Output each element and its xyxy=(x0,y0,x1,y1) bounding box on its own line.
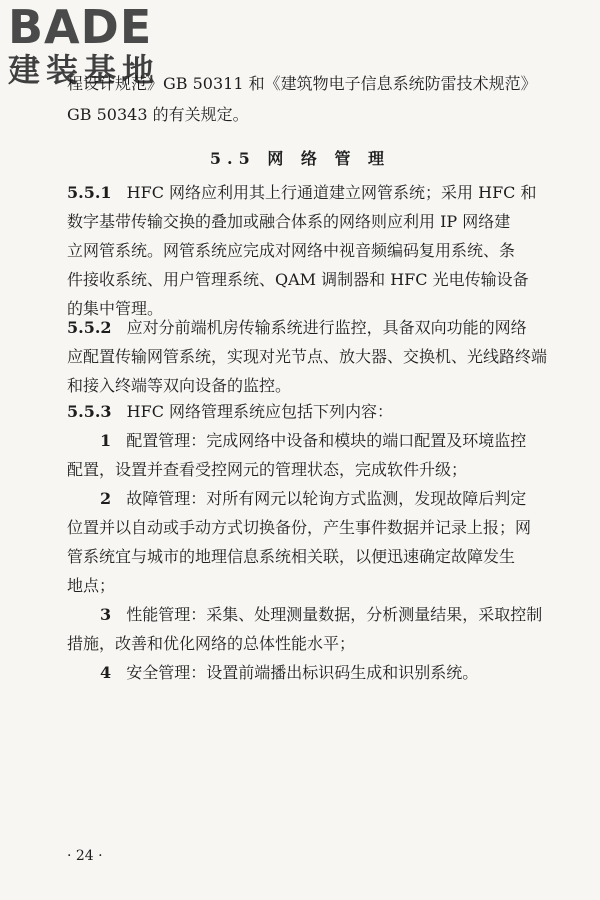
item-number: 4 xyxy=(100,663,112,682)
section-title: 网 络 管 理 xyxy=(267,149,391,168)
clause-number: 5.5.3 xyxy=(67,402,112,421)
item-text: 安全管理：设置前端播出标识码生成和识别系统。 xyxy=(126,663,479,682)
item-number: 2 xyxy=(100,489,112,508)
item-2-line-2: 位置并以自动或手动方式切换备份，产生事件数据并记录上报；网 xyxy=(67,518,532,537)
intro-line-2: GB 50343 的有关规定。 xyxy=(67,105,249,124)
item-2-line-3: 管系统宜与城市的地理信息系统相关联，以便迅速确定故障发生 xyxy=(67,547,516,566)
page-number: · 24 · xyxy=(67,848,103,864)
clause-5-5-1-line-5: 的集中管理。 xyxy=(67,299,164,318)
clause-5-5-3-line-1 xyxy=(67,402,393,422)
clause-text: 应对分前端机房传输系统进行监控，具备双向功能的网络 xyxy=(126,318,527,337)
item-1-line-1 xyxy=(100,431,526,451)
item-number: 3 xyxy=(100,605,112,624)
clause-text: HFC 网络应利用其上行通道建立网管系统；采用 HFC 和 xyxy=(126,183,537,202)
clause-5-5-1-line-4: 件接收系统、用户管理系统、QAM 调制器和 HFC 光电传输设备 xyxy=(67,270,529,289)
item-4-line-1 xyxy=(100,663,478,683)
clause-5-5-1-line-3: 立网管系统。网管系统应完成对网络中视音频编码复用系统、条 xyxy=(67,241,516,260)
item-number: 1 xyxy=(100,431,112,450)
clause-text: HFC 网络管理系统应包括下列内容： xyxy=(126,402,394,421)
item-2-line-4: 地点； xyxy=(67,576,116,595)
item-1-line-2: 配置，设置并查看受控网元的管理状态，完成软件升级； xyxy=(67,460,468,479)
logo-wordmark: BADE xyxy=(8,0,153,54)
item-text: 配置管理：完成网络中设备和模块的端口配置及环境监控 xyxy=(126,431,527,450)
item-text: 故障管理：对所有网元以轮询方式监测，发现故障后判定 xyxy=(126,489,527,508)
clause-5-5-2-line-2: 应配置传输网管系统，实现对光节点、放大器、交换机、光线路终端 xyxy=(67,347,548,366)
clause-5-5-1-line-1 xyxy=(67,183,537,203)
clause-5-5-2-line-3: 和接入终端等双向设备的监控。 xyxy=(67,376,292,395)
item-3-line-2: 措施，改善和优化网络的总体性能水平； xyxy=(67,634,356,653)
section-heading xyxy=(0,146,600,169)
item-text: 性能管理：采集、处理测量数据，分析测量结果，采取控制 xyxy=(126,605,543,624)
clause-5-5-2-line-1 xyxy=(67,318,527,338)
clause-5-5-1-line-2: 数字基带传输交换的叠加或融合体系的网络则应利用 IP 网络建 xyxy=(67,212,511,231)
intro-line-1: 程设计规范》GB 50311 和《建筑物电子信息系统防雷技术规范》 xyxy=(67,74,537,93)
section-number: 5.5 xyxy=(209,149,256,168)
item-2-line-1 xyxy=(100,489,526,509)
clause-number: 5.5.2 xyxy=(67,318,112,337)
clause-number: 5.5.1 xyxy=(67,183,112,202)
logo-subtitle: 建装基地 xyxy=(8,51,161,89)
item-3-line-1 xyxy=(100,605,542,625)
